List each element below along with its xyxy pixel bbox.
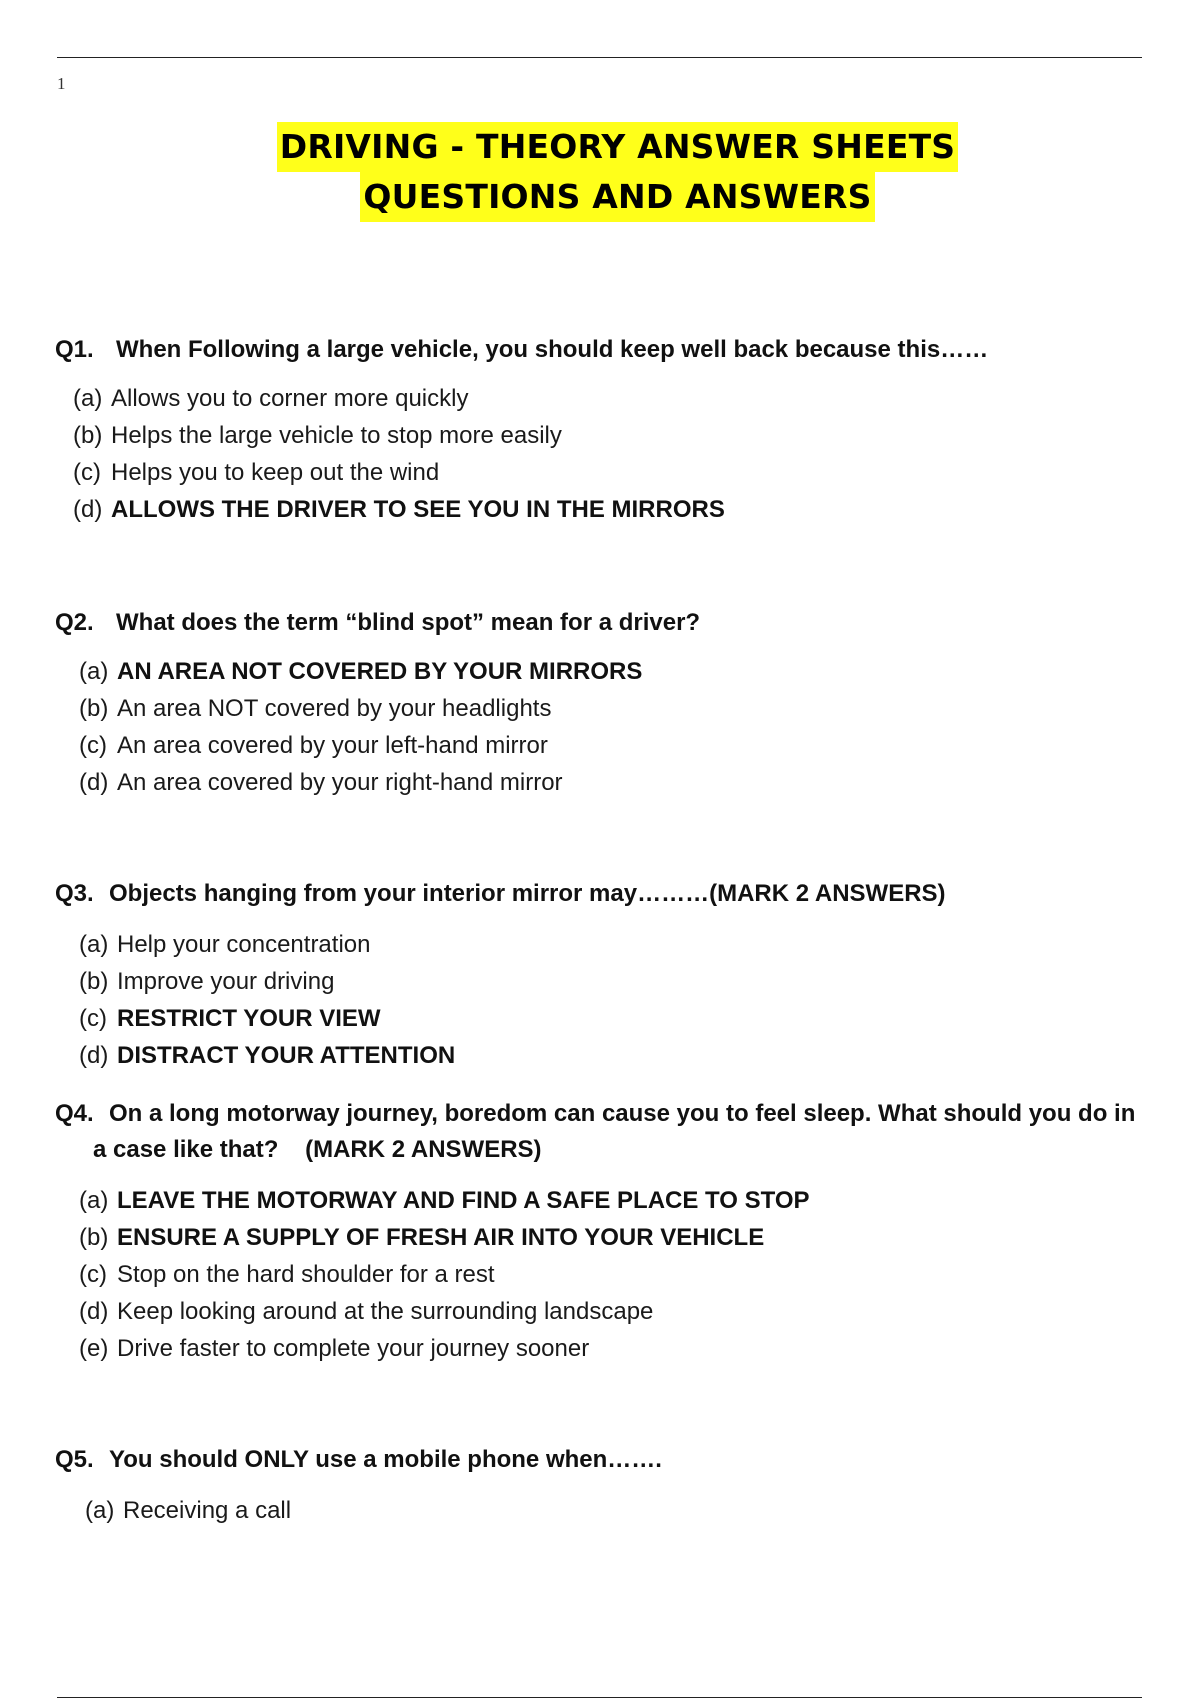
option-letter: (b) xyxy=(79,1224,109,1251)
option-text: An area covered by your left-hand mirror xyxy=(117,732,548,759)
question-text xyxy=(55,1096,1175,1168)
option-a xyxy=(85,1492,1175,1529)
document-title xyxy=(0,122,1200,222)
option-b-correct xyxy=(79,1219,1175,1256)
question-text xyxy=(55,876,1175,912)
option-text: Helps you to keep out the wind xyxy=(111,459,440,486)
option-letter: (c) xyxy=(79,1005,107,1032)
option-d-correct xyxy=(73,491,1175,528)
option-text: Helps the large vehicle to stop more easily xyxy=(111,422,562,449)
option-text: An area NOT covered by your headlights xyxy=(117,695,552,722)
option-letter: (a) xyxy=(79,1187,109,1214)
option-list xyxy=(79,1182,1175,1367)
option-text: ENSURE A SUPPLY OF FRESH AIR INTO YOUR VEHICLE xyxy=(117,1224,765,1251)
header-rule xyxy=(57,57,1142,58)
option-text: Help your concentration xyxy=(117,931,371,958)
title-line-2: QUESTIONS AND ANSWERS xyxy=(360,172,874,222)
option-text: An area covered by your right-hand mirror xyxy=(117,769,563,796)
option-e xyxy=(79,1330,1175,1367)
question-number: Q5. xyxy=(55,1446,94,1473)
question-body: You should ONLY use a mobile phone when……. xyxy=(109,1446,662,1473)
option-letter: (c) xyxy=(79,1261,107,1288)
option-letter: (a) xyxy=(85,1497,115,1524)
option-c xyxy=(79,1256,1175,1293)
page-number: 1 xyxy=(57,74,66,93)
option-letter: (b) xyxy=(79,695,109,722)
footer-rule xyxy=(57,1697,1142,1698)
question-3 xyxy=(55,876,1175,1074)
question-body-continued: a case like that? (MARK 2 ANSWERS) xyxy=(93,1136,542,1163)
question-4 xyxy=(55,1096,1175,1367)
option-d xyxy=(79,764,1175,801)
title-line-1: DRIVING - THEORY ANSWER SHEETS xyxy=(277,122,959,172)
option-list xyxy=(85,1492,1175,1529)
option-letter: (a) xyxy=(79,658,109,685)
option-letter: (c) xyxy=(73,459,101,486)
option-text: Receiving a call xyxy=(123,1497,292,1524)
option-d xyxy=(79,1293,1175,1330)
question-number: Q1. xyxy=(55,336,94,363)
question-number: Q2. xyxy=(55,609,94,636)
question-text xyxy=(55,1442,1175,1478)
option-list xyxy=(73,380,1175,528)
option-letter: (d) xyxy=(79,769,109,796)
question-number: Q4. xyxy=(55,1100,94,1127)
option-letter: (a) xyxy=(73,385,103,412)
option-c xyxy=(79,727,1175,764)
option-c xyxy=(73,454,1175,491)
question-body: Objects hanging from your interior mirror may………(MARK 2 ANSWERS) xyxy=(109,880,946,907)
question-text xyxy=(55,605,1175,641)
option-letter: (b) xyxy=(73,422,103,449)
option-text: Stop on the hard shoulder for a rest xyxy=(117,1261,495,1288)
option-d-correct xyxy=(79,1037,1175,1074)
option-letter: (b) xyxy=(79,968,109,995)
option-b xyxy=(73,417,1175,454)
option-b xyxy=(79,690,1175,727)
option-letter: (a) xyxy=(79,931,109,958)
option-a-correct xyxy=(79,653,1175,690)
option-a xyxy=(73,380,1175,417)
question-1 xyxy=(55,332,1175,528)
option-text: Allows you to corner more quickly xyxy=(111,385,469,412)
option-letter: (d) xyxy=(79,1042,109,1069)
option-text: Drive faster to complete your journey sooner xyxy=(117,1335,590,1362)
option-letter: (d) xyxy=(79,1298,109,1325)
question-body: On a long motorway journey, boredom can cause you to feel sleep. What should you do in xyxy=(109,1100,1136,1127)
option-letter: (d) xyxy=(73,496,103,523)
question-body: What does the term “blind spot” mean for a driver? xyxy=(116,609,701,636)
option-text: Keep looking around at the surrounding landscape xyxy=(117,1298,654,1325)
question-5 xyxy=(55,1442,1175,1529)
option-a xyxy=(79,926,1175,963)
option-text: ALLOWS THE DRIVER TO SEE YOU IN THE MIRRORS xyxy=(111,496,725,523)
question-text xyxy=(55,332,1175,368)
option-text: RESTRICT YOUR VIEW xyxy=(117,1005,381,1032)
option-text: Improve your driving xyxy=(117,968,335,995)
option-b xyxy=(79,963,1175,1000)
option-text: DISTRACT YOUR ATTENTION xyxy=(117,1042,456,1069)
option-letter: (e) xyxy=(79,1335,109,1362)
option-text: LEAVE THE MOTORWAY AND FIND A SAFE PLACE TO STOP xyxy=(117,1187,810,1214)
option-a-correct xyxy=(79,1182,1175,1219)
question-2 xyxy=(55,605,1175,801)
question-number: Q3. xyxy=(55,880,94,907)
option-list xyxy=(79,926,1175,1074)
option-c-correct xyxy=(79,1000,1175,1037)
option-text: AN AREA NOT COVERED BY YOUR MIRRORS xyxy=(117,658,643,685)
option-letter: (c) xyxy=(79,732,107,759)
question-body: When Following a large vehicle, you should keep well back because this…… xyxy=(116,336,989,363)
option-list xyxy=(79,653,1175,801)
